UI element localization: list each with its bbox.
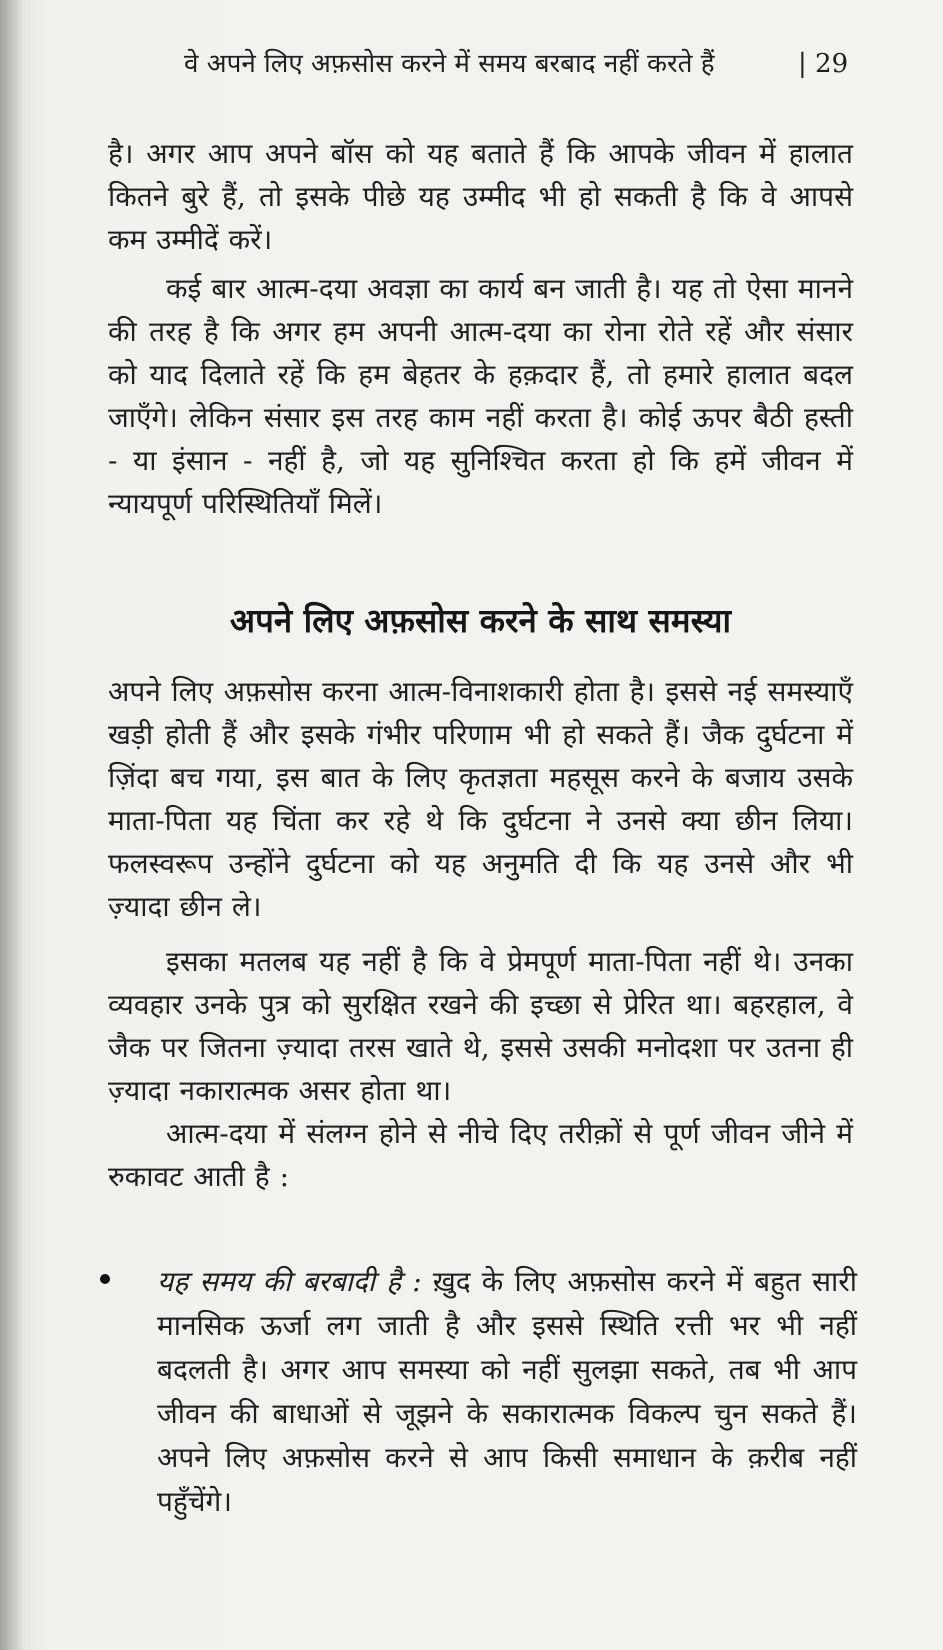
bullet-body-text: ख़ुद के लिए अफ़सोस करने में बहुत सारी मानसिक ऊर्जा लग जाती है और इससे स्थिति रत्ती भर भी नहीं बदलती है। अगर आप समस्या को नहीं सुलझा सकते, तब भी आप जीवन की बाधाओं से जूझने के सकारात्मक विकल्प चुन सकते हैं। अपने लिए अफ़सोस करने से आप किसी समाधान के क़रीब नहीं पहुँचेंगे।	[157, 1265, 857, 1518]
bullet-lead-phrase: यह समय की बरबादी है :	[157, 1265, 422, 1298]
bullet-text	[157, 1260, 857, 1524]
continued-paragraph: है। अगर आप अपने बॉस को यह बताते हैं कि आपके जीवन में हालात कितने बुरे हैं, तो इसके पीछे यह उम्मीद भी हो सकती है कि वे आपसे कम उम्मीदें करें।	[108, 137, 853, 256]
running-title: वे अपने लिए अफ़सोस करने में समय बरबाद नहीं करते हैं	[184, 49, 715, 79]
body-paragraph-problem: अपने लिए अफ़सोस करना आत्म-विनाशकारी होता है। इससे नई समस्याएँ खड़ी होती हैं और इसके गंभीर परिणाम भी हो सकते हैं। जैक दुर्घटना में ज़िंदा बच गया, इस बात के लिए कृतज्ञता महसूस करने के बजाय उसके माता-पिता यह चिंता कर रहे थे कि दुर्घटना ने उनसे क्या छीन लिया। फलस्वरूप उन्होंने दुर्घटना को यह अनुमति दी कि यह उनसे और भी ज़्यादा छीन ले।	[108, 675, 853, 923]
body-paragraph-self-pity-defiance: कई बार आत्म-दया अवज्ञा का कार्य बन जाती है। यह तो ऐसा मानने की तरह है कि अगर हम अपनी आत्म-दया का रोना रोते रहें और संसार को याद दिलाते रहें कि हम बेहतर के हक़दार हैं, तो हमारे हालात बदल जाएँगे। लेकिन संसार इस तरह काम नहीं करता है। कोई ऊपर बैठी हस्ती - या इंसान - नहीं है, जो यह सुनिश्चित करता हो कि हमें जीवन में न्यायपूर्ण परिस्थितियाँ मिलें।	[108, 272, 853, 520]
running-header	[170, 46, 849, 86]
bullet-list-item	[100, 1260, 860, 1530]
body-paragraph-list-intro: आत्म-दया में संलग्न होने से नीचे दिए तरीक़ों से पूर्ण जीवन जीने में रुकावट आती है :	[108, 1117, 853, 1193]
bullet-point-icon	[100, 1274, 110, 1284]
page-number: | 29	[798, 49, 849, 79]
section-heading: अपने लिए अफ़सोस करने के साथ समस्या	[229, 601, 732, 640]
body-paragraph-parents: इसका मतलब यह नहीं है कि वे प्रेमपूर्ण माता-पिता नहीं थे। उनका व्यवहार उनके पुत्र को सुरक्षित रखने की इच्छा से प्रेरित था। बहरहाल, वे जैक पर जितना ज़्यादा तरस खाते थे, इससे उसकी मनोदशा पर उतना ही ज़्यादा नकारात्मक असर होता था।	[108, 945, 853, 1107]
page-spine-shadow	[0, 0, 26, 1650]
